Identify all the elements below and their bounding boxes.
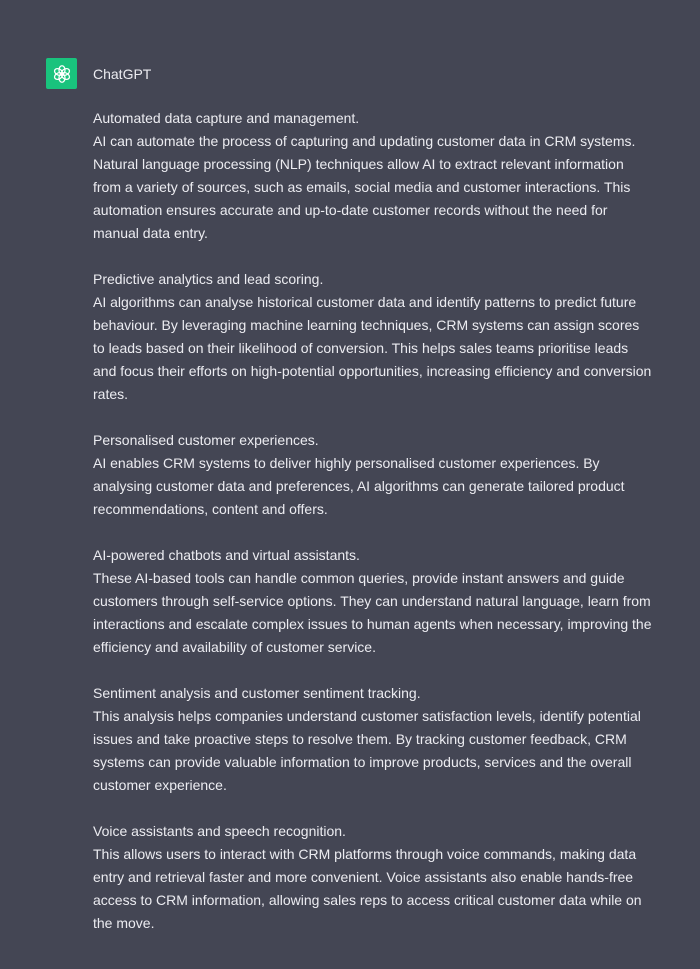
author-name: ChatGPT <box>93 66 152 82</box>
section-data-capture <box>93 107 653 245</box>
section-body: AI enables CRM systems to deliver highly personalised customer experiences. By analysing customer data and preferences, AI algorithms can generate tailored product recommendations, content and offers. <box>93 455 625 517</box>
section-heading: Personalised customer experiences. <box>93 432 319 448</box>
section-body: These AI-based tools can handle common queries, provide instant answers and guide customers through self-service options. They can understand natural language, learn from interactions and escalate complex issues to human agents when necessary, improving the efficiency and availability of customer service. <box>93 570 652 655</box>
section-heading: Voice assistants and speech recognition. <box>93 823 346 839</box>
section-body: AI algorithms can analyse historical customer data and identify patterns to predict future behaviour. By leveraging machine learning techniques, CRM systems can assign scores to leads based on their likelihood of conversion. This helps sales teams prioritise leads and focus their efforts on high-potential opportunities, increasing efficiency and conversion rates. <box>93 294 652 402</box>
section-body: This allows users to interact with CRM platforms through voice commands, making data entry and retrieval faster and more convenient. Voice assistants also enable hands-free access to CRM information, allowing sales reps to access critical customer data while on the move. <box>93 846 642 931</box>
section-personalised-experiences <box>93 429 653 521</box>
section-sentiment-analysis <box>93 682 653 797</box>
section-chatbots <box>93 544 653 659</box>
section-voice-assistants <box>93 820 653 935</box>
section-body: This analysis helps companies understand customer satisfaction levels, identify potential issues and take proactive steps to resolve them. By tracking customer feedback, CRM systems can provide valuable information to improve products, services and the overall customer experience. <box>93 708 641 793</box>
assistant-avatar <box>46 58 77 89</box>
section-predictive-analytics <box>93 268 653 406</box>
section-heading: Predictive analytics and lead scoring. <box>93 271 324 287</box>
message-content <box>93 107 653 958</box>
openai-logo-icon <box>51 63 73 85</box>
section-heading: Automated data capture and management. <box>93 110 360 126</box>
section-heading: Sentiment analysis and customer sentiment tracking. <box>93 685 421 701</box>
section-body: AI can automate the process of capturing and updating customer data in CRM systems. Natural language processing (NLP) techniques allow AI to extract relevant information from a variety of sources, such as emails, social media and customer interactions. This automation ensures accurate and up-to-date customer records without the need for manual data entry. <box>93 133 636 241</box>
section-heading: AI-powered chatbots and virtual assistants. <box>93 547 360 563</box>
